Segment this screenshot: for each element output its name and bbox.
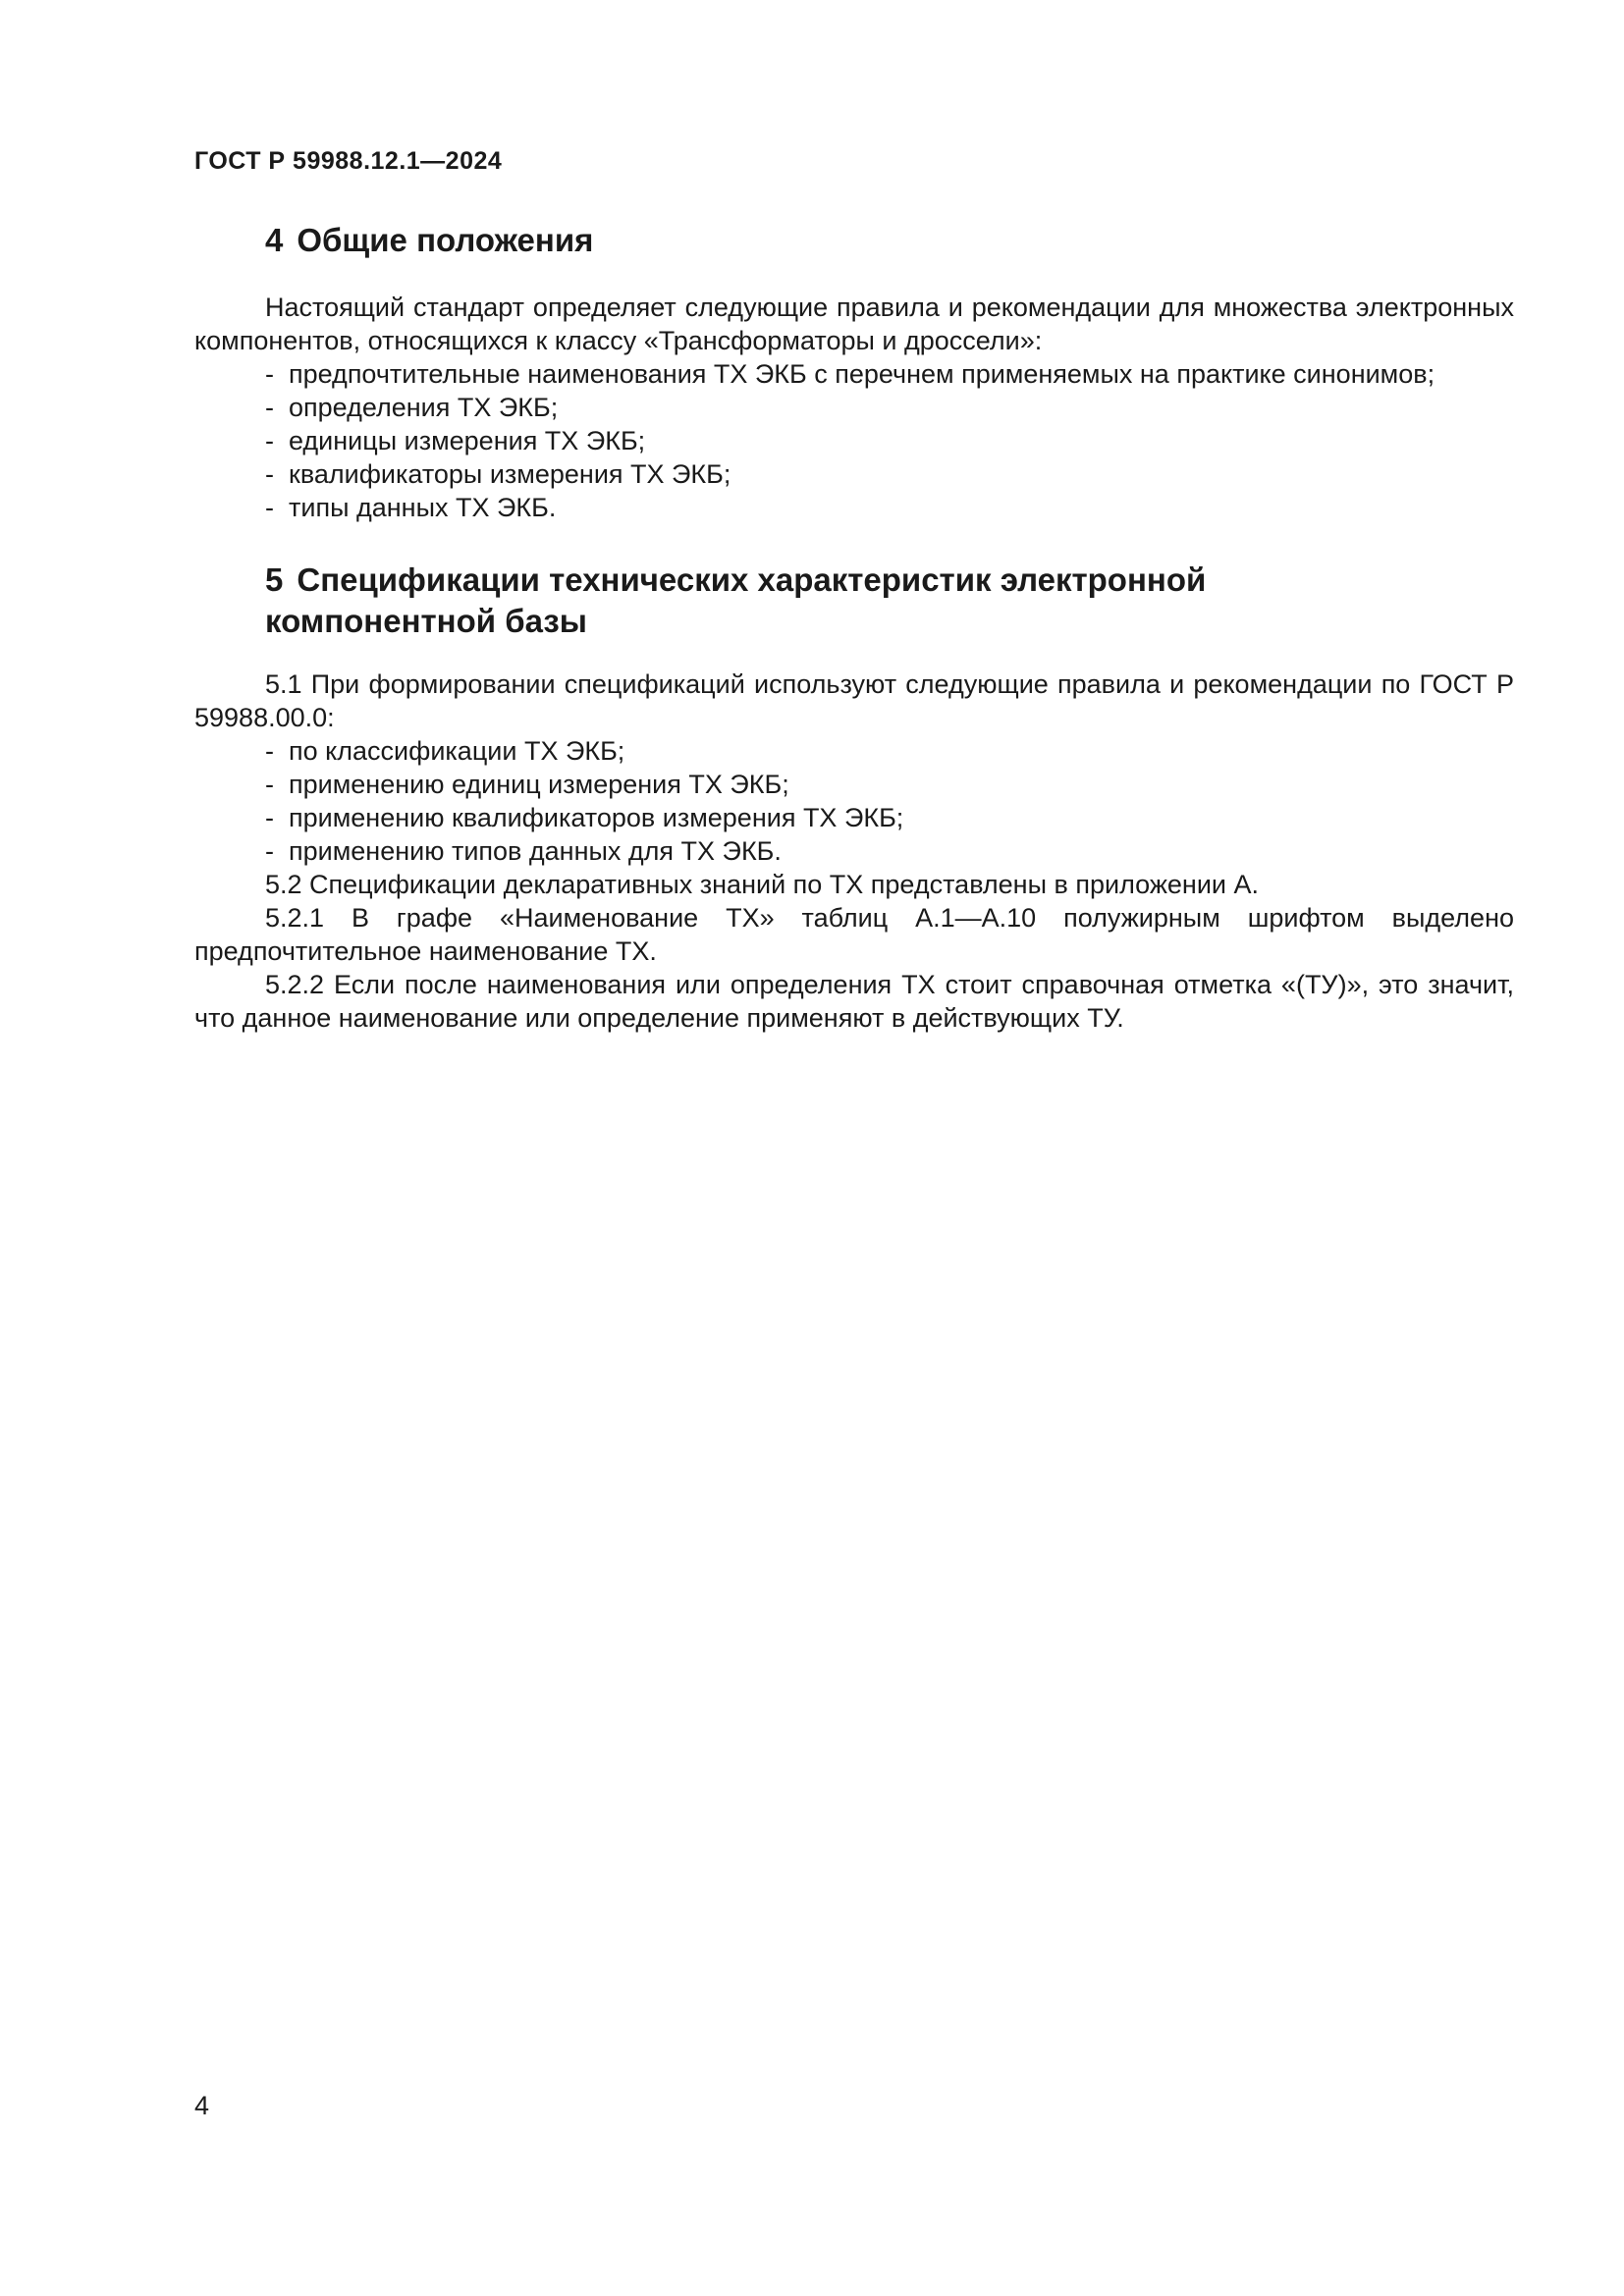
list-dash: -: [265, 359, 274, 389]
page-content: [194, 220, 1514, 1035]
list-item: - по классификации ТХ ЭКБ;: [265, 736, 625, 766]
list-dash: -: [265, 426, 274, 455]
list-dash: -: [265, 836, 274, 866]
paragraph-5-1: 5.1 При формировании спецификаций используют следующие правила и рекомендации по ГОСТ Р 59988.00.0:: [194, 669, 1514, 732]
list-item: - применению единиц измерения ТХ ЭКБ;: [265, 770, 789, 799]
section-4-number: 4: [265, 222, 284, 258]
list-dash: -: [265, 770, 274, 799]
paragraph-5-2-2: 5.2.2 Если после наименования или определения ТХ стоит справочная отметка «(ТУ)», это значит, что данное наименование или определение применяют в действующих ТУ.: [194, 970, 1514, 1033]
list-item: - типы данных ТХ ЭКБ.: [265, 493, 557, 522]
list-item: - применению квалификаторов измерения ТХ ЭКБ;: [265, 803, 904, 832]
section-5-title: Спецификации технических характеристик электронной компонентной базы: [265, 561, 1207, 639]
section-5-heading: [194, 560, 1247, 642]
list-dash: -: [265, 459, 274, 489]
list-item: - предпочтительные наименования ТХ ЭКБ с перечнем применяемых на практике синонимов;: [265, 359, 1435, 389]
section-4-title: Общие положения: [297, 222, 594, 258]
list-item: - квалификаторы измерения ТХ ЭКБ;: [265, 459, 731, 489]
paragraph-5-2: 5.2 Спецификации декларативных знаний по ТХ представлены в приложении А.: [265, 870, 1259, 899]
page-number: 4: [194, 2091, 210, 2120]
section-5-list: [194, 734, 1514, 868]
list-dash: -: [265, 493, 274, 522]
list-dash: -: [265, 803, 274, 832]
section-5-number: 5: [265, 561, 284, 598]
list-item: - применению типов данных для ТХ ЭКБ.: [265, 836, 782, 866]
section-4-intro: Настоящий стандарт определяет следующие правила и рекомендации для множества электронных компонентов, относящихся к классу «Трансформаторы и дроссели»:: [194, 293, 1514, 355]
section-4-heading: [194, 220, 1514, 261]
list-dash: -: [265, 393, 274, 422]
list-dash: -: [265, 736, 274, 766]
list-item: - единицы измерения ТХ ЭКБ;: [265, 426, 646, 455]
paragraph-5-2-1: 5.2.1 В графе «Наименование ТХ» таблиц А.1—А.10 полужирным шрифтом выделено предпочтительное наименование ТХ.: [194, 903, 1514, 966]
document-code: ГОСТ Р 59988.12.1—2024: [194, 147, 503, 175]
list-item: - определения ТХ ЭКБ;: [265, 393, 559, 422]
section-4-list: [194, 357, 1514, 524]
